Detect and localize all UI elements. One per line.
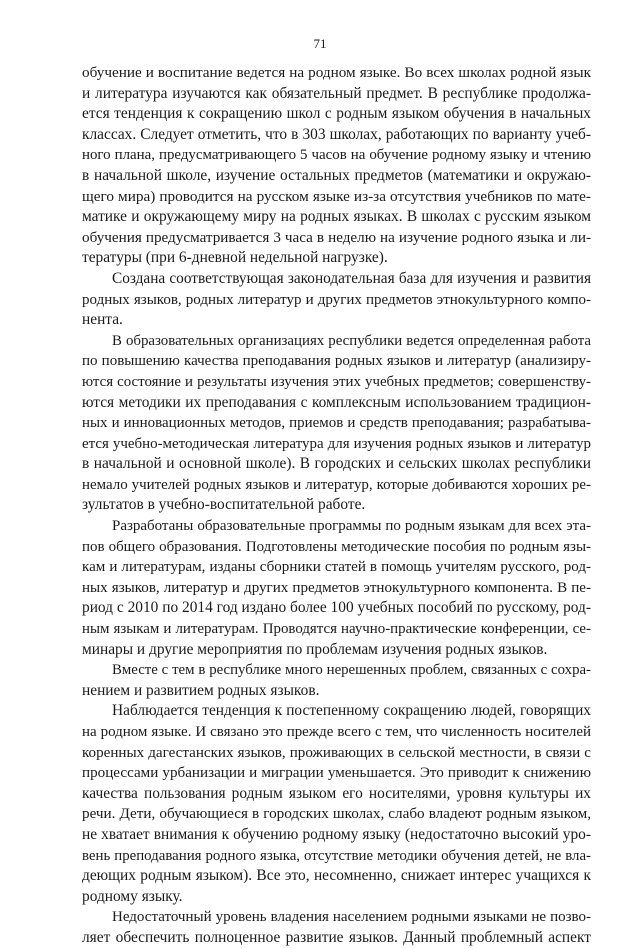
text-line: ных и инновационных методов, приемов и средств преподавания; разрабатыва- [82,415,591,432]
text-line: нением и развитием родных языков. [82,681,320,699]
text-line: минары и другие мероприятия по проблемам изучения родных языков. [82,640,548,658]
text-line: ляет обеспечить полноценное развитие языков. Данный проблемный аспект [82,928,591,946]
text-line: Недостаточный уровень владения населением родными языками не позво- [112,909,591,926]
text-line: и литература изучаются как обязательный предмет. В республике продолжа- [82,84,591,102]
text-line: в начальной школе, изучение остальных предметов (математики и окружаю- [82,166,591,184]
text-line: кам и литературам, изданы сборники статей в помощь учителям русского, род- [82,559,591,576]
text-line: родному языку. [82,887,183,905]
text-line: родных языков, родных литератур и других предметов этнокультурного компо- [82,291,591,308]
body-text [82,63,591,949]
text-line: зультатов в учебно-воспитательной работе. [82,496,366,514]
text-line: матике и окружающему миру на родных языках. В школах с русским языком [82,208,591,226]
text-line: ется учебно-методическая литература для изучения родных языков и литератур [82,435,591,452]
text-line: В образовательных организациях республики ведется определенная работа [112,332,591,349]
text-line: коренных дагестанских языков, проживающих в сельской местности, в связи с [82,744,591,761]
text-line: пов общего образования. Подготовлены методические пособия по родным язы- [82,538,591,555]
text-line: ются состояние и результаты изучения этих учебных предметов; совершенству- [82,373,591,390]
text-line: речи. Дети, обучающиеся в городских школах, слабо владеют родным языком, [82,805,591,823]
text-line: вень преподавания родного языка, отсутствие методики обучения детей, не вла- [82,847,591,864]
text-line: риод с 2010 по 2014 год издано более 100 учебных пособий по русскому, род- [82,599,591,617]
text-line: не хватает внимания к обучению родному языку (недостаточно высокий уро- [82,825,591,843]
text-line: ется тенденция к сокращению школ с родным языком обучения в начальных [82,105,591,123]
text-line: немало учителей родных языков и литератур, которые добиваются хороших ре- [82,476,591,493]
text-line: деющих родным языком). Все это, несомненно, снижает интерес учащихся к [82,867,591,885]
text-line: Наблюдается тенденция к постепенному сокращению людей, говорящих [112,702,591,720]
text-line: тературы (при 6-дневной недельной нагрузке). [82,249,388,267]
text-line: ным языкам и литературам. Проводятся научно-практические конференции, се- [82,621,591,638]
text-line: ных языков, литератур и других предметов этнокультурного компонента. В пе- [82,579,591,596]
text-line: ного плана, предусматривающего 5 часов на обучение родному языку и чтению [82,147,591,164]
text-line: по повышению качества преподавания родных языков и литератур (анализиру- [82,353,591,370]
text-line: в начальной и основной школе). В городских и сельских школах республики [82,455,591,473]
text-line: Вместе с тем в республике много нерешенных проблем, связанных с сохра- [112,662,591,679]
text-line: обучения предусматривается 3 часа в неделю на изучение родного языка и ли- [82,228,591,246]
text-line: Создана соответствующая законодательная база для изучения и развития [112,269,591,287]
text-line: ются методики их преподавания с комплексным использованием традицион- [82,393,591,411]
text-line: нента. [82,311,123,329]
text-line: Разработаны образовательные программы по родным языкам для всех эта- [112,518,591,535]
page-number: 71 [313,36,327,51]
text-line: классах. Следует отметить, что в 303 школах, работающих по варианту учеб- [82,125,591,143]
text-line: качества пользования родным языком его носителями, уровня культуры их [82,784,591,802]
text-line: на родном языке. И связано это прежде всего с тем, что численность носителей [82,724,591,740]
text-line: процессами урбанизации и миграции уменьшается. Это приводит к снижению [82,765,591,782]
text-line: обучение и воспитание ведется на родном языке. Во всех школах родной язык [82,64,591,81]
text-line: щего мира) проводится на русском языке из-за отсутствия учебников по мате- [82,187,591,205]
